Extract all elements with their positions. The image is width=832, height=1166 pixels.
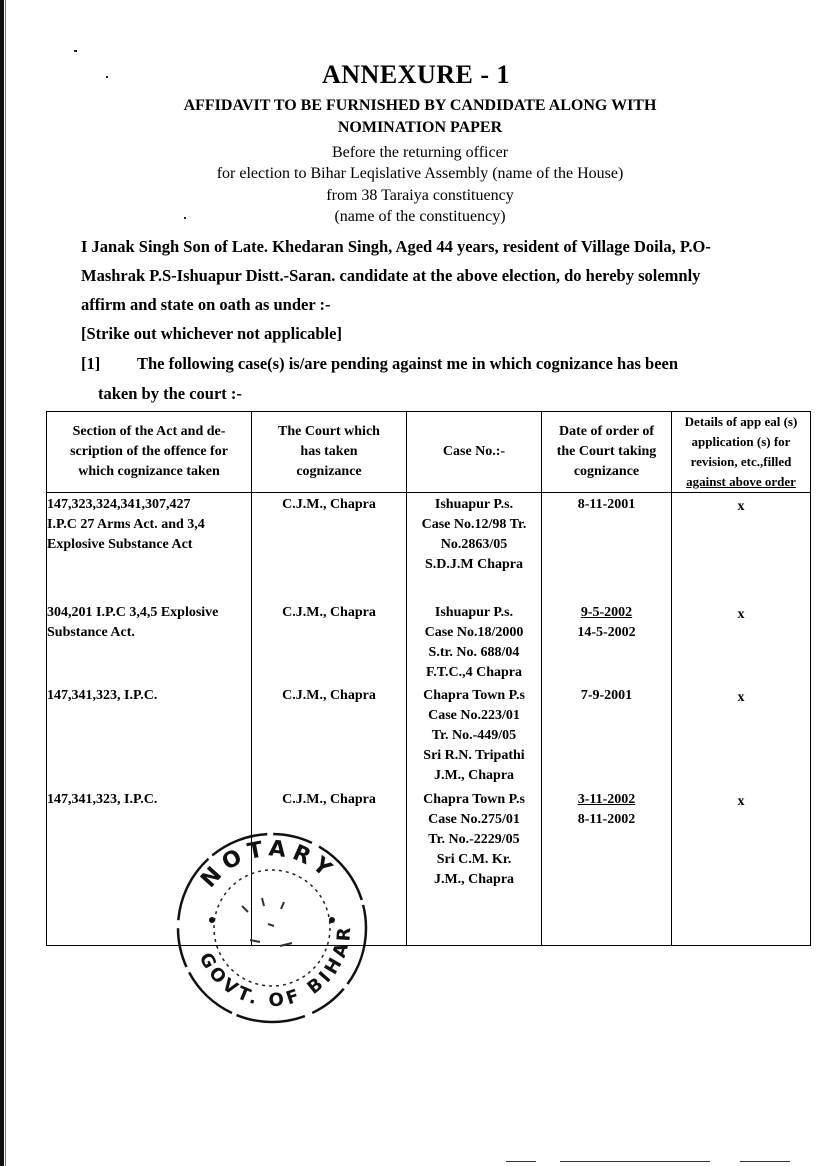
cell-details: x <box>672 493 811 603</box>
cell-section: 147,341,323, I.P.C. <box>47 790 252 946</box>
item-text-continued: taken by the court :- <box>98 384 242 403</box>
svg-text:GOVT. OF BIHAR <box>195 923 356 1012</box>
seal-top-text: NOTARY <box>196 836 341 893</box>
notary-seal <box>172 828 372 1028</box>
cell-section: 147,323,324,341,307,427 I.P.C 27 Arms Act. and 3,4 Explosive Substance Act <box>47 493 252 603</box>
annexure-title: ANNEXURE - 1 <box>322 60 510 89</box>
cell-court: C.J.M., Chapra <box>252 603 407 686</box>
declaration-line1: I Janak Singh Son of Late. Khedaran Singh, Aged 44 years, resident of Village Doila, P.O- <box>81 237 711 256</box>
cell-case-no: Ishuapur P.s. Case No.18/2000 S.tr. No. 688/04 F.T.C.,4 Chapra <box>407 603 542 686</box>
header-date: Date of order of the Court taking cognizance <box>542 412 672 493</box>
cases-table <box>46 411 811 946</box>
cell-date: 3-11-2002 8-11-2002 <box>542 790 672 946</box>
cell-section: 304,201 I.P.C 3,4,5 Explosive Substance Act. <box>47 603 252 686</box>
table-header-row <box>47 412 811 493</box>
seal-bottom-text: GOVT. OF BIHAR <box>194 922 356 1012</box>
table-row <box>47 790 811 946</box>
heading-line4: (name of the constituency) <box>334 208 506 225</box>
header-section: Section of the Act and de- scription of the offence for which cognizance taken <box>47 412 252 493</box>
declaration-line3: affirm and state on oath as under :- <box>81 295 331 314</box>
cell-court: C.J.M., Chapra <box>252 493 407 603</box>
table-row <box>47 603 811 686</box>
strike-note: [Strike out whichever not applicable] <box>81 324 342 343</box>
cell-details: x <box>672 686 811 790</box>
cell-date: 8-11-2001 <box>542 493 672 603</box>
scan-mark <box>506 1161 536 1162</box>
cell-section: 147,341,323, I.P.C. <box>47 686 252 790</box>
header-court: The Court which has taken cognizance <box>252 412 407 493</box>
heading-line1: Before the returning officer <box>331 144 509 161</box>
cell-details: x <box>672 790 811 946</box>
heading-line2: for election to Bihar Leqislative Assembly (name of the House) <box>216 165 624 182</box>
cell-court: C.J.M., Chapra <box>252 686 407 790</box>
cell-date: 7-9-2001 <box>542 686 672 790</box>
scan-mark <box>560 1161 710 1162</box>
table-row <box>47 493 811 603</box>
table-row <box>47 686 811 790</box>
affidavit-subtitle-line1: AFFIDAVIT TO BE FURNISHED BY CANDIDATE ALONG WITH <box>183 97 657 114</box>
declaration-line2: Mashrak P.S-Ishuapur Distt.-Saran. candidate at the above election, do hereby solemnly <box>81 266 701 285</box>
affidavit-subtitle-line2: NOMINATION PAPER <box>337 119 503 136</box>
scan-mark <box>740 1161 790 1162</box>
svg-text:NOTARY <box>196 836 340 892</box>
cell-date: 9-5-2002 14-5-2002 <box>542 603 672 686</box>
item-number: [1] <box>81 354 101 373</box>
item-text: The following case(s) is/are pending against me in which cognizance has been <box>137 354 679 373</box>
cell-details: x <box>672 603 811 686</box>
heading-line3: from 38 Taraiya constituency <box>326 187 514 204</box>
header-details: Details of app eal (s) application (s) for revision, etc.,filled against above order <box>672 412 811 493</box>
scan-speck <box>74 50 77 52</box>
cell-case-no: Ishuapur P.s. Case No.12/98 Tr. No.2863/05 S.D.J.M Chapra <box>407 493 542 603</box>
cell-case-no: Chapra Town P.s Case No.275/01 Tr. No.-2229/05 Sri C.M. Kr. J.M., Chapra <box>407 790 542 946</box>
cell-case-no: Chapra Town P.s Case No.223/01 Tr. No.-449/05 Sri R.N. Tripathi J.M., Chapra <box>407 686 542 790</box>
cell-court: C.J.M., Chapra <box>252 790 407 946</box>
header-case-no: Case No.:- <box>407 412 542 493</box>
